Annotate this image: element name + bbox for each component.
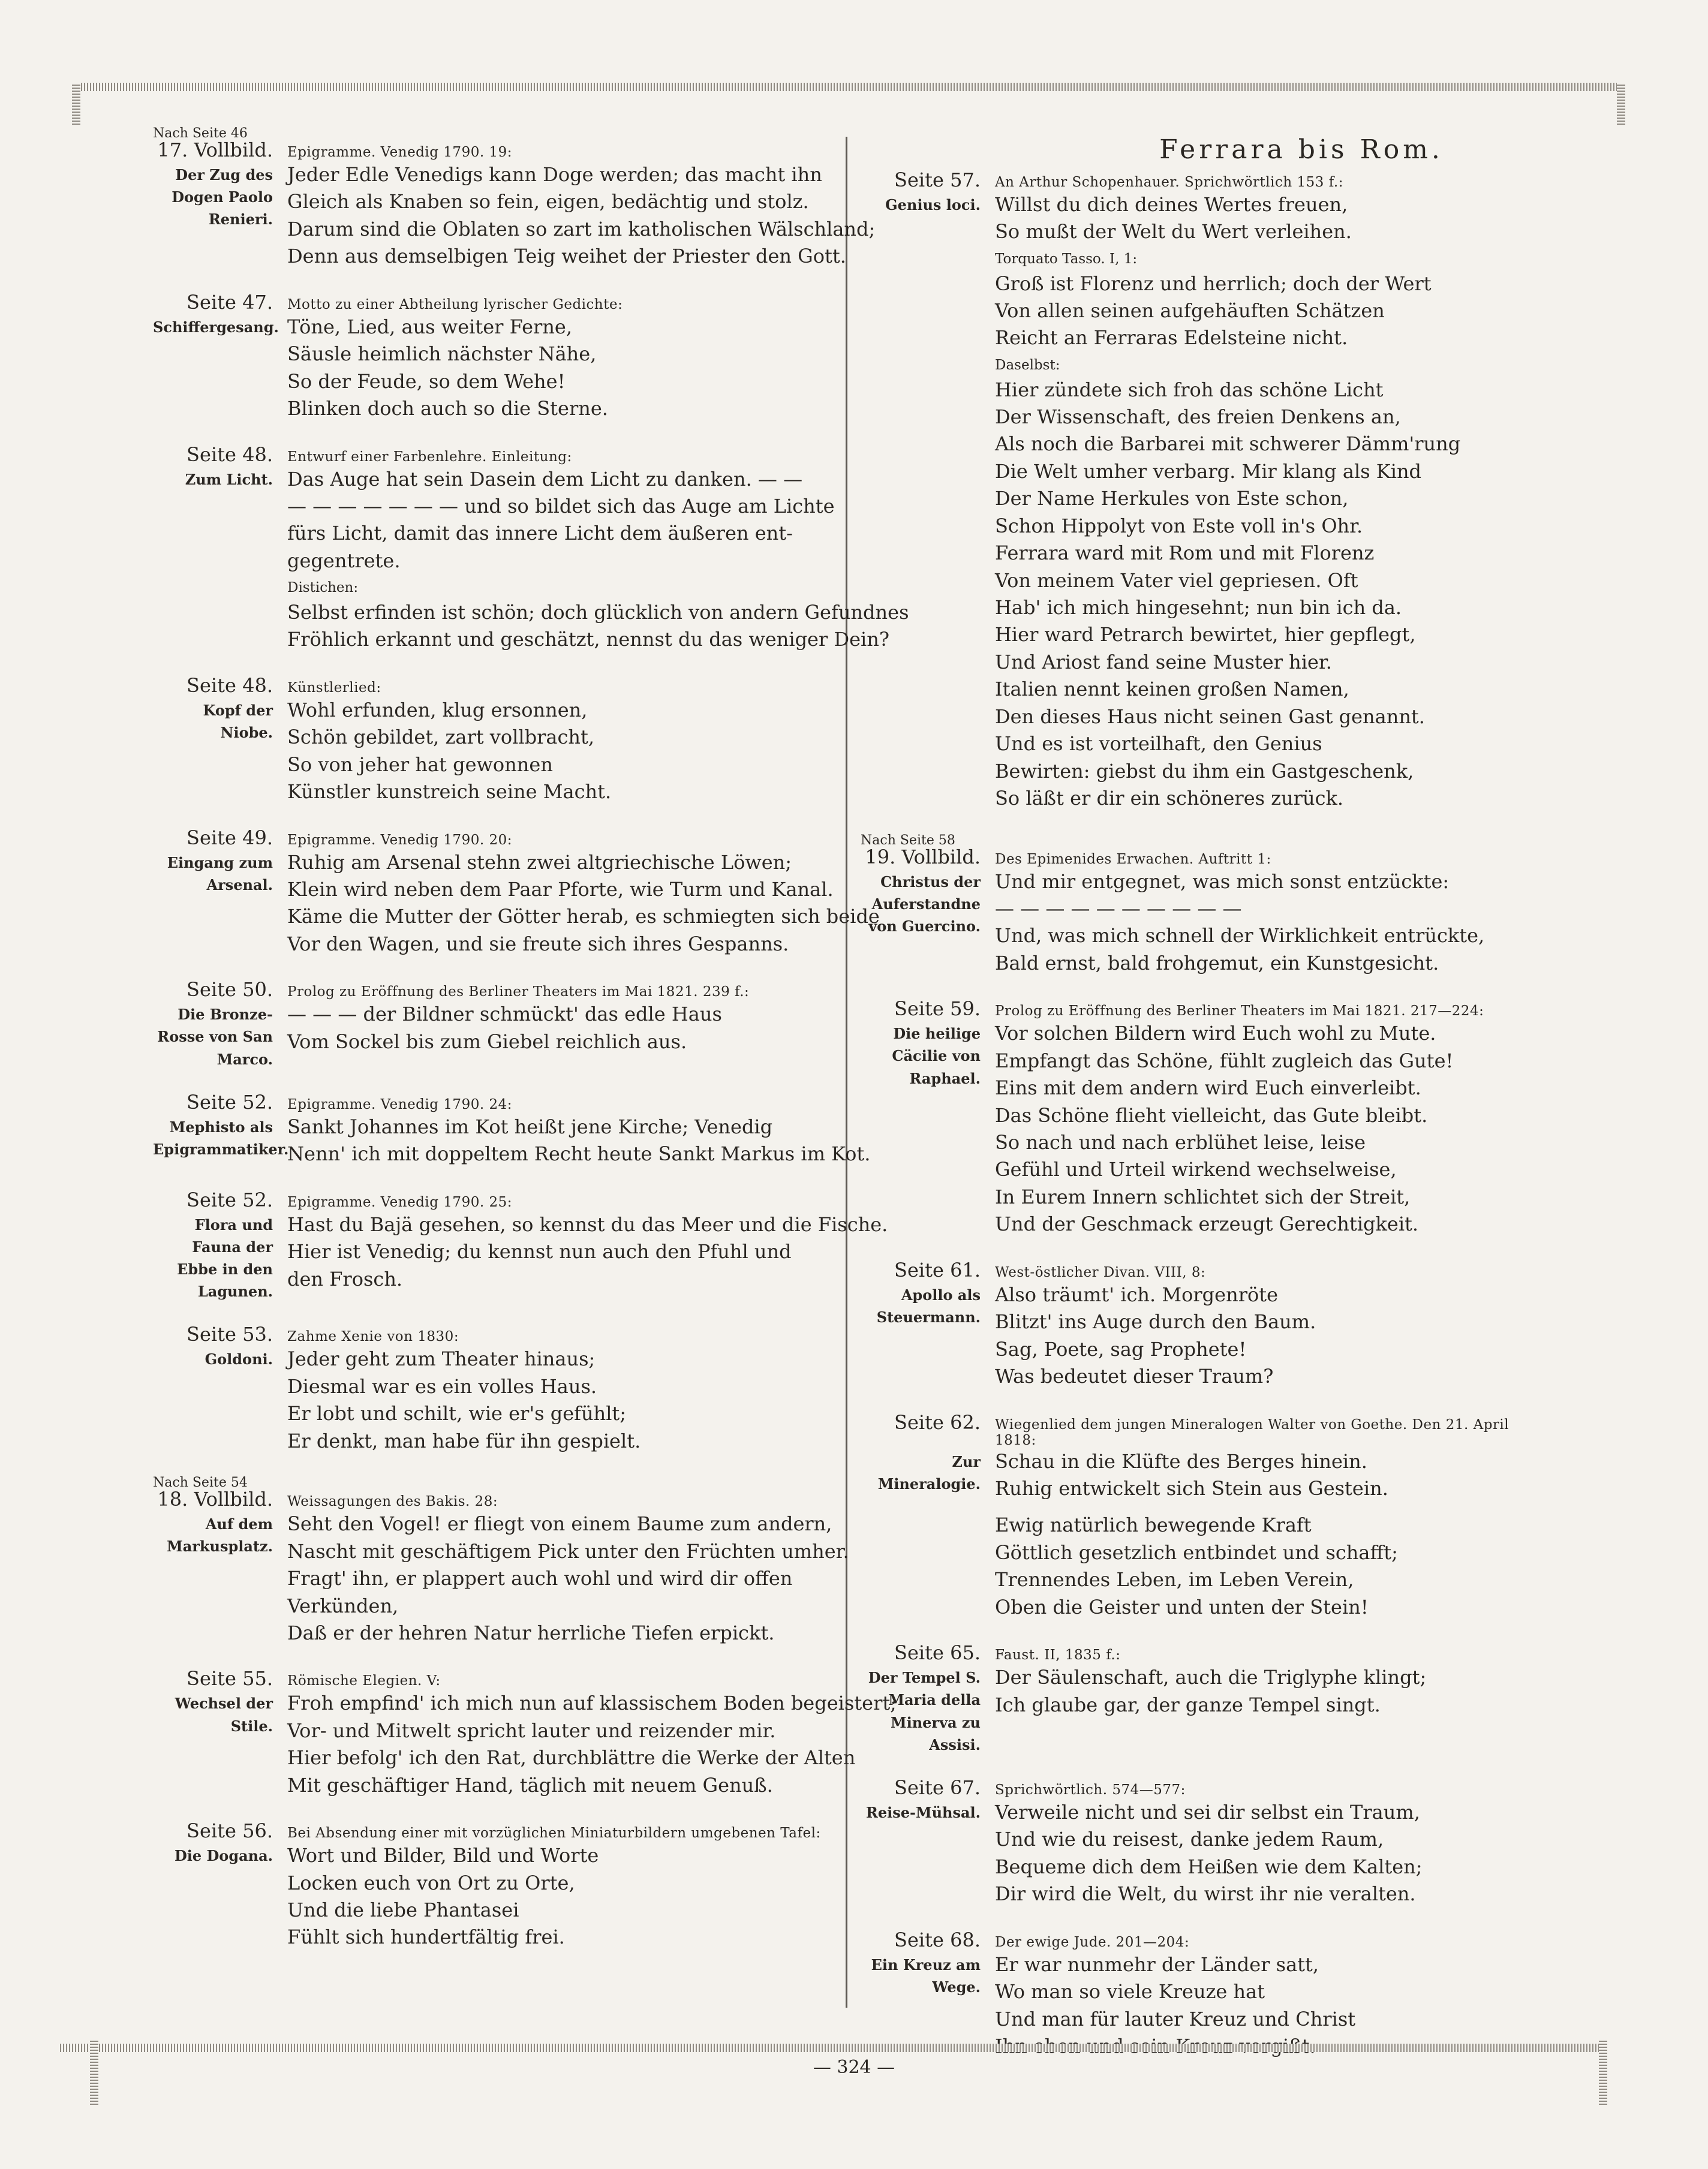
- quotation-line: Vor solchen Bildern wird Euch wohl zu Mute.: [995, 1022, 1436, 1045]
- quotation-line: Das Schöne flieht vielleicht, das Gute bleibt.: [995, 1103, 1428, 1127]
- entry-reference: [861, 997, 1532, 1020]
- quotation-line: Blinken doch auch so die Sterne.: [287, 397, 608, 420]
- entry-body: [153, 1511, 849, 1647]
- entry: [153, 1475, 849, 1647]
- quotation-line: Froh empfind' ich mich nun auf klassischem Boden begeistert;: [287, 1692, 897, 1715]
- quotation-line: Und wie du reisest, danke jedem Raum,: [995, 1828, 1384, 1851]
- quotation: [287, 697, 831, 806]
- quotation-line: Vom Sockel bis zum Giebel reichlich aus.: [287, 1030, 687, 1053]
- entry-reference: [861, 1411, 1532, 1448]
- entry-body: [153, 161, 876, 270]
- illustration-title: Eingang zum Arsenal.: [167, 853, 273, 894]
- entry-body: [153, 466, 909, 654]
- page-reference: Seite 48.: [187, 443, 273, 466]
- quotation: [287, 1511, 849, 1647]
- source-citation: Zahme Xenie von 1830:: [287, 1329, 459, 1345]
- page-reference: Seite 56.: [187, 1819, 273, 1843]
- entry-body: [153, 849, 880, 958]
- quotation-line: Mit geschäftiger Hand, täglich mit neuem Genuß.: [287, 1773, 773, 1797]
- quotation-line: Nascht mit geschäftigem Pick unter den Früchten umher.: [287, 1539, 849, 1563]
- illustration-title: Mephisto als Epigrammatiker.: [153, 1118, 289, 1159]
- quotation-line: Verkünden,: [287, 1594, 399, 1617]
- source-citation: Des Epimenides Erwachen. Auftritt 1:: [995, 851, 1271, 867]
- illustration-title: Schiffergesang.: [153, 318, 279, 336]
- entry-reference: [861, 169, 1532, 191]
- page-reference: Seite 57.: [894, 169, 981, 191]
- illustration-title: Zur Mineralogie.: [877, 1452, 981, 1493]
- entry-note: Nach Seite 58: [861, 832, 955, 848]
- source-citation: Epigramme. Venedig 1790. 20:: [287, 832, 512, 848]
- illustration-title: Goldoni.: [205, 1350, 273, 1368]
- illustration-title: Der Tempel S. Maria della Minerva zu Assisi.: [868, 1669, 981, 1753]
- quotation-line: Bald ernst, bald frohgemut, ein Kunstgesicht.: [995, 951, 1439, 974]
- page-reference: Seite 53.: [187, 1323, 273, 1346]
- illustration-title: Zum Licht.: [185, 470, 273, 488]
- quotation-line: Gleich als Knaben so fein, eigen, bedächtig und stolz.: [287, 190, 809, 213]
- quotation-line: Bewirten: giebst du ihm ein Gastgeschenk,: [995, 759, 1414, 783]
- quotation-line: Schon Hippolyt von Este voll in's Ohr.: [995, 514, 1363, 537]
- quotation-line: Blitzt' ins Auge durch den Baum.: [995, 1310, 1316, 1334]
- source-citation: Entwurf einer Farbenlehre. Einleitung:: [287, 449, 572, 465]
- quotation-line: Er lobt und schilt, wie er's gefühlt;: [287, 1402, 627, 1425]
- quotation-line: Reicht an Ferraras Edelsteine nicht.: [995, 326, 1348, 350]
- quotation-line: Und mir entgegnet, was mich sonst entzückte:: [995, 870, 1450, 893]
- quotation: [995, 1020, 1532, 1238]
- entry-body: [153, 1842, 831, 1951]
- quotation: [995, 868, 1532, 977]
- page-reference: 17. Vollbild.: [157, 139, 273, 161]
- source-citation: Der ewige Jude. 201—204:: [995, 1934, 1190, 1950]
- quotation-line: Jeder geht zum Theater hinaus;: [287, 1347, 596, 1371]
- entry-reference: [153, 1667, 831, 1690]
- source-citation: Weissagungen des Bakis. 28:: [287, 1494, 498, 1510]
- quotation-line: Künstler kunstreich seine Macht.: [287, 780, 612, 804]
- entry-reference: [153, 1189, 831, 1211]
- illustration-title: Der Zug des Dogen Paolo Renieri.: [172, 166, 273, 228]
- sub-citation: Torquato Tasso. I, 1:: [995, 251, 1138, 267]
- page-reference: Seite 47.: [187, 290, 273, 314]
- entry-reference: [861, 1929, 1532, 1951]
- quotation-line: Als noch die Barbarei mit schwerer Dämm'rung: [995, 432, 1461, 456]
- quotation-line: So läßt er dir ein schöneres zurück.: [995, 787, 1344, 810]
- illustration-title: Apollo als Steuermann.: [876, 1286, 981, 1326]
- entry: [153, 443, 909, 654]
- sub-citation: Distichen:: [287, 580, 359, 596]
- quotation-line: Trennendes Leben, im Leben Verein,: [995, 1568, 1354, 1592]
- entry: [861, 997, 1532, 1238]
- quotation-line: Die Welt umher verbarg. Mir klang als Kind: [995, 459, 1422, 483]
- source-citation: Römische Elegien. V:: [287, 1673, 441, 1689]
- source-citation: Bei Absendung einer mit vorzüglichen Miniaturbildern umgebenen Tafel:: [287, 1825, 821, 1842]
- quotation-line: Willst du dich deines Wertes freuen,: [995, 193, 1348, 216]
- source-citation: West-östlicher Divan. VIII, 8:: [995, 1264, 1206, 1280]
- quotation-line: Hier befolg' ich den Rat, durchblättre die Werke der Alten: [287, 1746, 856, 1770]
- entry-body: [861, 868, 1532, 977]
- quotation: [995, 1664, 1532, 1756]
- top-right-corner-rule: [1617, 83, 1625, 125]
- entry-body: [153, 1114, 871, 1168]
- quotation-line: Und die liebe Phantasei: [287, 1899, 519, 1922]
- quotation-line: Ferrara ward mit Rom und mit Florenz: [995, 542, 1375, 565]
- entry-body: [861, 1281, 1532, 1391]
- quotation-line: Ruhig entwickelt sich Stein aus Gestein.: [995, 1476, 1388, 1500]
- quotation-line: Der Säulenschaft, auch die Triglyphe klingt;: [995, 1666, 1427, 1689]
- quotation-line: Den dieses Haus nicht seinen Gast genannt.: [995, 705, 1425, 728]
- quotation-line: So mußt der Welt du Wert verleihen.: [995, 220, 1352, 243]
- quotation-line: Fühlt sich hundertfältig frei.: [287, 1926, 565, 1949]
- illustration-title: Ein Kreuz am Wege.: [871, 1956, 981, 1996]
- quotation-line: Ruhig am Arsenal stehn zwei altgriechische Löwen;: [287, 850, 792, 874]
- page-reference: Seite 48.: [187, 673, 273, 697]
- quotation: [995, 1448, 1532, 1622]
- bottom-ornamental-rule: [60, 2044, 1607, 2052]
- quotation-line: Von meinem Vater viel gepriesen. Oft: [995, 568, 1358, 592]
- entry-body: [153, 1346, 831, 1455]
- quotation-line: Klein wird neben dem Paar Pforte, wie Turm und Kanal.: [287, 877, 834, 901]
- quotation-line: Von allen seinen aufgehäuften Schätzen: [995, 299, 1385, 322]
- entry: [153, 978, 831, 1070]
- entry: [861, 1259, 1532, 1391]
- page-reference: Seite 65.: [894, 1641, 981, 1665]
- quotation: [287, 849, 880, 958]
- source-citation: Epigramme. Venedig 1790. 24:: [287, 1096, 512, 1112]
- quotation-line: Darum sind die Oblaten so zart im katholischen Wälschland;: [287, 217, 876, 240]
- quotation-line: Göttlich gesetzlich entbindet und schafft;: [995, 1541, 1398, 1564]
- source-citation: An Arthur Schopenhauer. Sprichwörtlich 153 f.:: [995, 175, 1343, 190]
- entry-body: [153, 1690, 897, 1799]
- page-reference: Seite 62.: [894, 1410, 981, 1434]
- page-reference: Seite 61.: [894, 1258, 981, 1281]
- entry-body: [861, 1020, 1532, 1238]
- entry-body: [153, 1211, 888, 1303]
- illustration-title: Genius loci.: [885, 196, 981, 213]
- quotation-line: — — — — — — — — — —: [995, 897, 1242, 920]
- page-header: Ferrara bis Rom.: [1159, 134, 1444, 165]
- entry: [153, 1323, 831, 1455]
- illustration-title: Reise-Mühsal.: [865, 1803, 981, 1821]
- quotation-line: Bequeme dich dem Heißen wie dem Kalten;: [995, 1855, 1423, 1878]
- entry: [153, 1667, 897, 1799]
- page-reference: Seite 67.: [894, 1776, 981, 1799]
- page-reference: 18. Vollbild.: [157, 1488, 273, 1511]
- quotation: [287, 1690, 897, 1799]
- entry: [861, 1411, 1532, 1622]
- quotation-line: Empfangt das Schöne, fühlt zugleich das Gute!: [995, 1049, 1454, 1072]
- quotation-line: Vor- und Mitwelt spricht lauter und reizender mir.: [287, 1719, 776, 1742]
- quotation: [287, 1114, 870, 1168]
- entry-reference: [861, 1641, 1532, 1664]
- source-citation: Sprichwörtlich. 574—577:: [995, 1782, 1186, 1798]
- illustration-title: Kopf der Niobe.: [203, 701, 273, 741]
- quotation-line: Vor den Wagen, und sie freute sich ihres Gespanns.: [287, 932, 789, 955]
- quotation-line: Hab' ich mich hingesehnt; nun bin ich da.: [995, 596, 1402, 619]
- entry: [861, 1641, 1532, 1756]
- quotation-line: Hier zündete sich froh das schöne Licht: [995, 378, 1384, 401]
- entry-body: [861, 1799, 1532, 1908]
- quotation-line: Daß er der hehren Natur herrliche Tiefen erpickt.: [287, 1621, 775, 1644]
- page-reference: Seite 59.: [894, 997, 981, 1021]
- entry-reference: [153, 139, 831, 161]
- quotation-line: Käme die Mutter der Götter herab, es schmiegten sich beide: [287, 905, 880, 928]
- quotation-line: Der Name Herkules von Este schon,: [995, 487, 1349, 510]
- quotation-line: So von jeher hat gewonnen: [287, 753, 553, 776]
- quotation-line: Und es ist vorteilhaft, den Genius: [995, 732, 1322, 756]
- quotation-line: Das Auge hat sein Dasein dem Licht zu danken. — —: [287, 467, 803, 491]
- entry-reference: [153, 1819, 831, 1842]
- quotation: [287, 1842, 831, 1951]
- quotation-line: Denn aus demselbigen Teig weihet der Priester den Gott.: [287, 245, 846, 268]
- page-reference: Seite 55.: [187, 1667, 273, 1690]
- quotation-line: Sankt Johannes im Kot heißt jene Kirche; Venedig: [287, 1115, 773, 1138]
- quotation-line: Also träumt' ich. Morgenröte: [995, 1283, 1279, 1306]
- quotation-line: Er war nunmehr der Länder satt,: [995, 1953, 1319, 1976]
- page-reference: Seite 68.: [894, 1928, 981, 1951]
- quotation-line: Diesmal war es ein volles Haus.: [287, 1374, 597, 1398]
- sub-citation: Daselbst:: [995, 357, 1060, 373]
- quotation-line: Sag, Poete, sag Prophete!: [995, 1337, 1247, 1361]
- quotation-line: Hier ist Venedig; du kennst nun auch den Pfuhl und: [287, 1240, 792, 1264]
- illustration-title: Flora und Fauna der Ebbe in den Lagunen.: [177, 1216, 273, 1301]
- quotation-line: Gefühl und Urteil wirkend wechselweise,: [995, 1158, 1397, 1181]
- entry: [153, 291, 831, 423]
- quotation-line: Ewig natürlich bewegende Kraft: [995, 1514, 1312, 1537]
- quotation: [287, 161, 875, 270]
- quotation-line: Und, was mich schnell der Wirklichkeit entrückte,: [995, 924, 1485, 947]
- entry-body: [861, 1448, 1532, 1622]
- page-reference: Seite 52.: [187, 1090, 273, 1114]
- quotation-line: Er denkt, man habe für ihn gespielt.: [287, 1429, 641, 1452]
- quotation-line: Nenn' ich mit doppeltem Recht heute Sankt Markus im Kot.: [287, 1142, 871, 1166]
- quotation-line: Töne, Lied, aus weiter Ferne,: [287, 315, 573, 338]
- quotation-line: Der Wissenschaft, des freien Denkens an,: [995, 405, 1401, 428]
- quotation-line: Schön gebildet, zart vollbracht,: [287, 726, 594, 749]
- right-entries: [861, 169, 1532, 2060]
- top-ornamental-rule: [72, 83, 1625, 91]
- illustration-title: Die heilige Cäcilie von Raphael.: [892, 1025, 981, 1087]
- entry-reference: [153, 826, 831, 849]
- quotation-line: Hast du Bajä gesehen, so kennst du das Meer und die Fische.: [287, 1213, 888, 1236]
- entry: [861, 833, 1532, 977]
- quotation: [287, 1211, 888, 1303]
- quotation: [287, 1346, 831, 1455]
- entry-reference: [153, 443, 831, 466]
- illustration-title: Auf dem Markusplatz.: [167, 1515, 273, 1556]
- quotation-line: Was bedeutet dieser Traum?: [995, 1365, 1274, 1388]
- stanza-gap: [995, 1502, 1532, 1512]
- illustration-title: Die Dogana.: [174, 1847, 273, 1865]
- quotation-line: Fröhlich erkannt und geschätzt, nennst du das weniger Dein?: [287, 628, 890, 651]
- entry-reference: [861, 1776, 1532, 1799]
- quotation-line: Hier ward Petrarch bewirtet, hier gepflegt,: [995, 623, 1416, 646]
- quotation: [995, 191, 1532, 813]
- quotation-line: den Frosch.: [287, 1267, 403, 1290]
- quotation-line: — — — der Bildner schmückt' das edle Haus: [287, 1003, 722, 1026]
- illustration-title: Christus der Auferstandne von Guercino.: [868, 873, 981, 935]
- quotation-line: Wo man so viele Kreuze hat: [995, 1980, 1265, 2003]
- quotation-line: Jeder Edle Venedigs kann Doge werden; das macht ihn: [287, 163, 822, 186]
- illustration-title: Die Bronze-Rosse von San Marco.: [157, 1006, 273, 1068]
- entry-body: [861, 191, 1532, 813]
- entry: [153, 1819, 831, 1951]
- quotation-line: Oben die Geister und unten der Stein!: [995, 1595, 1369, 1619]
- quotation-line: Locken euch von Ort zu Orte,: [287, 1871, 575, 1894]
- right-column: [861, 126, 1532, 2080]
- entry-reference: [153, 1323, 831, 1346]
- entry: [153, 674, 831, 806]
- entry-note: Nach Seite 46: [153, 126, 248, 141]
- entry: [861, 169, 1532, 813]
- entry: [153, 1090, 871, 1168]
- quotation-line: Fragt' ihn, er plappert auch wohl und wird dir offen: [287, 1567, 793, 1590]
- entry-reference: [861, 1259, 1532, 1281]
- quotation-line: Wohl erfunden, klug ersonnen,: [287, 698, 588, 721]
- quotation: [995, 1799, 1532, 1908]
- source-citation: Motto zu einer Abtheilung lyrischer Gedichte:: [287, 296, 623, 312]
- source-citation: Wiegenlied dem jungen Mineralogen Walter von Goethe. Den 21. April 1818:: [995, 1416, 1509, 1448]
- entry: [861, 1776, 1532, 1908]
- entry-reference: [861, 846, 1532, 868]
- page-reference: Seite 50.: [187, 978, 273, 1001]
- entry-body: [153, 314, 831, 423]
- entry-reference: [153, 1091, 831, 1114]
- quotation-line: Und man für lauter Kreuz und Christ: [995, 2007, 1356, 2030]
- quotation-line: Säusle heimlich nächster Nähe,: [287, 342, 597, 366]
- quotation-line: Italien nennt keinen großen Namen,: [995, 678, 1349, 701]
- entry-note: Nach Seite 54: [153, 1475, 248, 1491]
- source-citation: Künstlerlied:: [287, 679, 381, 696]
- page-reference: Seite 52.: [187, 1188, 273, 1211]
- source-citation: Prolog zu Eröffnung des Berliner Theaters im Mai 1821. 239 f.:: [287, 984, 750, 1000]
- source-citation: Epigramme. Venedig 1790. 25:: [287, 1194, 512, 1210]
- quotation-line: Groß ist Florenz und herrlich; doch der Wert: [995, 272, 1432, 295]
- quotation-line: Selbst erfinden ist schön; doch glücklich von andern Gefundnes: [287, 600, 909, 624]
- quotation-line: So nach und nach erblühet leise, leise: [995, 1131, 1366, 1154]
- entry-body: [153, 1001, 831, 1070]
- quotation: [287, 314, 831, 423]
- page-reference: Seite 49.: [187, 826, 273, 849]
- entry-reference: [153, 978, 831, 1001]
- entry-reference: [153, 291, 831, 314]
- quotation: [287, 1001, 831, 1070]
- quotation-line: fürs Licht, damit das innere Licht dem äußeren ent-: [287, 522, 793, 545]
- source-citation: Faust. II, 1835 f.:: [995, 1647, 1121, 1663]
- quotation-line: Dir wird die Welt, du wirst ihr nie veralten.: [995, 1882, 1416, 1906]
- quotation-line: Eins mit dem andern wird Euch einverleibt.: [995, 1076, 1421, 1100]
- quotation-line: Und Ariost fand seine Muster hier.: [995, 650, 1332, 673]
- source-citation: Epigramme. Venedig 1790. 19:: [287, 145, 512, 160]
- top-left-corner-rule: [72, 83, 80, 125]
- entry: [153, 126, 876, 270]
- entry: [153, 1188, 888, 1303]
- entry-reference: [153, 1488, 831, 1511]
- entry-reference: [153, 674, 831, 697]
- quotation-line: Wort und Bilder, Bild und Worte: [287, 1844, 599, 1867]
- page-reference: 19. Vollbild.: [865, 845, 981, 868]
- quotation-line: In Eurem Innern schlichtet sich der Streit,: [995, 1185, 1411, 1208]
- quotation-line: gegentrete.: [287, 549, 401, 572]
- entry: [861, 1929, 1532, 2060]
- quotation-line: Und der Geschmack erzeugt Gerechtigkeit.: [995, 1213, 1419, 1236]
- page-number: — 324 —: [813, 2057, 895, 2078]
- quotation-line: Verweile nicht und sei dir selbst ein Traum,: [995, 1800, 1420, 1824]
- quotation-line: So der Feude, so dem Wehe!: [287, 369, 566, 393]
- quotation-line: Schau in die Klüfte des Berges hinein.: [995, 1449, 1367, 1473]
- quotation: [995, 1281, 1532, 1391]
- illustration-title: Wechsel der Stile.: [175, 1695, 273, 1735]
- entry: [153, 826, 880, 958]
- quotation: [287, 466, 909, 654]
- entry-body: [861, 1664, 1532, 1756]
- source-citation: Prolog zu Eröffnung des Berliner Theaters im Mai 1821. 217—224:: [995, 1003, 1484, 1019]
- quotation-line: Ich glaube gar, der ganze Tempel singt.: [995, 1693, 1381, 1716]
- quotation-line: Seht den Vogel! er fliegt von einem Baume zum andern,: [287, 1512, 832, 1536]
- quotation-line: — — — — — — — und so bildet sich das Auge am Lichte: [287, 494, 835, 518]
- entry-body: [153, 697, 831, 806]
